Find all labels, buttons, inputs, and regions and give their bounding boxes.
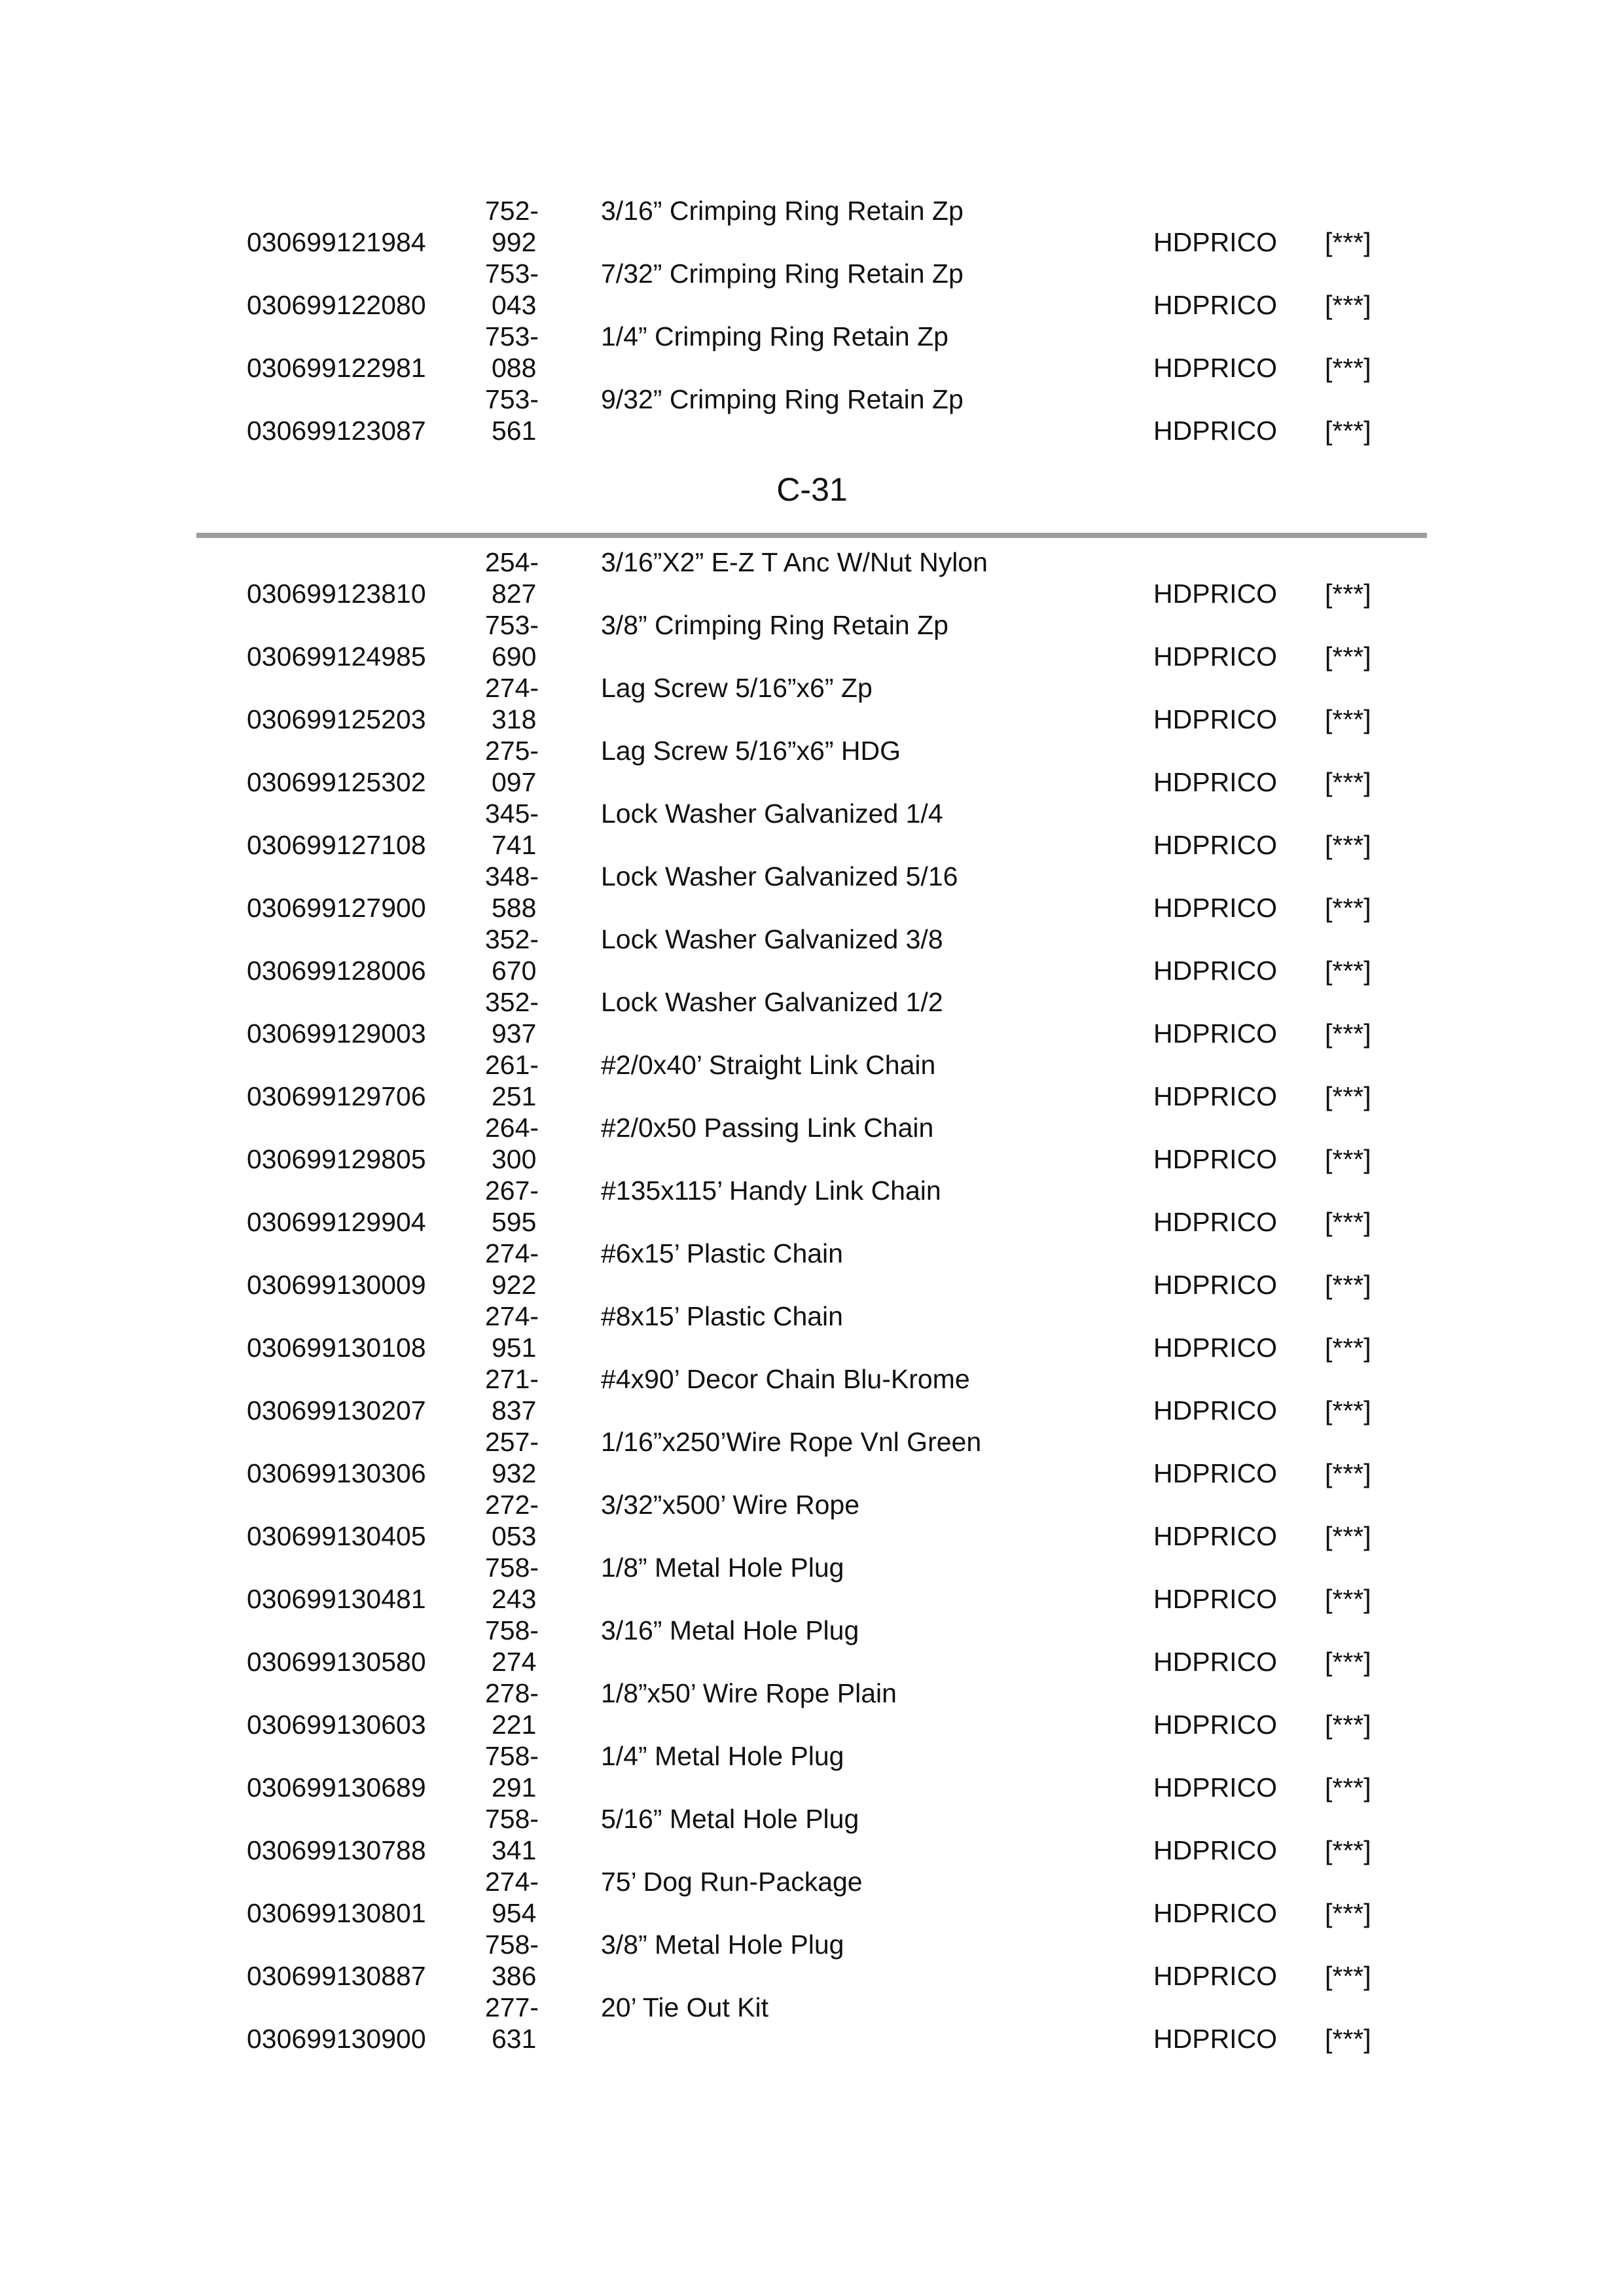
item-code-suffix: 690 — [492, 641, 537, 672]
item-vendor: HDPRICO — [1153, 1961, 1278, 1991]
item-code-suffix: 561 — [492, 416, 537, 446]
item-price: [***] — [1325, 1207, 1371, 1237]
top-item-table — [0, 195, 1624, 446]
item-vendor: HDPRICO — [1153, 767, 1278, 797]
item-sku: 030699127108 — [247, 830, 426, 860]
item-code-suffix: 274 — [492, 1647, 537, 1677]
item-description: 3/16” Crimping Ring Retain Zp — [601, 196, 964, 226]
item-description: 9/32” Crimping Ring Retain Zp — [601, 384, 964, 414]
item-price: [***] — [1325, 1584, 1371, 1614]
item-code-prefix: 753- — [485, 321, 539, 351]
item-price: [***] — [1325, 767, 1371, 797]
item-code-prefix: 758- — [485, 1552, 539, 1583]
item-code-prefix: 752- — [485, 196, 539, 226]
page-number: C-31 — [776, 471, 848, 508]
item-sku: 030699130788 — [247, 1835, 426, 1865]
item-sku: 030699121984 — [247, 227, 426, 257]
item-code-prefix: 753- — [485, 384, 539, 414]
item-price: [***] — [1325, 579, 1371, 609]
item-code-suffix: 588 — [492, 893, 537, 923]
item-vendor: HDPRICO — [1153, 1018, 1278, 1049]
item-price: [***] — [1325, 956, 1371, 986]
item-vendor: HDPRICO — [1153, 1207, 1278, 1237]
item-description: #2/0x50 Passing Link Chain — [601, 1113, 934, 1143]
item-code-suffix: 243 — [492, 1584, 537, 1614]
item-price: [***] — [1325, 1458, 1371, 1488]
item-vendor: HDPRICO — [1153, 1710, 1278, 1740]
item-price: [***] — [1325, 290, 1371, 320]
item-price: [***] — [1325, 1647, 1371, 1677]
item-sku: 030699130306 — [247, 1458, 426, 1488]
table-row — [0, 924, 1624, 986]
item-sku: 030699130481 — [247, 1584, 426, 1614]
table-row — [0, 861, 1624, 924]
item-sku: 030699125302 — [247, 767, 426, 797]
item-price: [***] — [1325, 1018, 1371, 1049]
item-price: [***] — [1325, 1898, 1371, 1928]
item-vendor: HDPRICO — [1153, 1772, 1278, 1803]
item-vendor: HDPRICO — [1153, 1584, 1278, 1614]
item-vendor: HDPRICO — [1153, 1270, 1278, 1300]
item-code-prefix: 278- — [485, 1678, 539, 1708]
item-description: 3/16”X2” E-Z T Anc W/Nut Nylon — [601, 547, 988, 577]
table-row — [0, 609, 1624, 672]
item-vendor: HDPRICO — [1153, 579, 1278, 609]
item-code-prefix: 348- — [485, 861, 539, 891]
item-sku: 030699129003 — [247, 1018, 426, 1049]
item-description: Lock Washer Galvanized 1/4 — [601, 798, 943, 829]
item-price: [***] — [1325, 1081, 1371, 1111]
page-divider — [196, 533, 1427, 538]
item-code-suffix: 595 — [492, 1207, 537, 1237]
item-code-suffix: 954 — [492, 1898, 537, 1928]
item-sku: 030699124985 — [247, 641, 426, 672]
table-row — [0, 195, 1624, 258]
item-vendor: HDPRICO — [1153, 1333, 1278, 1363]
table-row — [0, 547, 1624, 609]
item-sku: 030699130900 — [247, 2024, 426, 2054]
item-vendor: HDPRICO — [1153, 1898, 1278, 1928]
item-code-suffix: 053 — [492, 1521, 537, 1551]
item-description: 3/16” Metal Hole Plug — [601, 1615, 859, 1645]
item-sku: 030699122981 — [247, 353, 426, 383]
item-description: 20’ Tie Out Kit — [601, 1992, 768, 2022]
table-row — [0, 1049, 1624, 1112]
item-description: 1/16”x250’Wire Rope Vnl Green — [601, 1427, 982, 1457]
item-description: 1/4” Crimping Ring Retain Zp — [601, 321, 948, 351]
item-sku: 030699130689 — [247, 1772, 426, 1803]
item-vendor: HDPRICO — [1153, 1521, 1278, 1551]
item-code-prefix: 272- — [485, 1490, 539, 1520]
item-description: 3/8” Metal Hole Plug — [601, 1929, 844, 1960]
item-sku: 030699130108 — [247, 1333, 426, 1363]
item-code-suffix: 992 — [492, 227, 537, 257]
item-code-prefix: 758- — [485, 1929, 539, 1960]
table-row — [0, 1112, 1624, 1175]
item-code-prefix: 758- — [485, 1804, 539, 1834]
item-price: [***] — [1325, 1521, 1371, 1551]
bottom-item-table — [0, 547, 1624, 2054]
item-code-prefix: 758- — [485, 1615, 539, 1645]
item-vendor: HDPRICO — [1153, 416, 1278, 446]
item-price: [***] — [1325, 2024, 1371, 2054]
item-vendor: HDPRICO — [1153, 704, 1278, 734]
item-sku: 030699130009 — [247, 1270, 426, 1300]
item-code-suffix: 937 — [492, 1018, 537, 1049]
item-description: #6x15’ Plastic Chain — [601, 1238, 843, 1268]
item-vendor: HDPRICO — [1153, 641, 1278, 672]
table-row — [0, 735, 1624, 798]
item-description: 5/16” Metal Hole Plug — [601, 1804, 859, 1834]
item-vendor: HDPRICO — [1153, 290, 1278, 320]
item-price: [***] — [1325, 227, 1371, 257]
item-vendor: HDPRICO — [1153, 1647, 1278, 1677]
item-code-suffix: 631 — [492, 2024, 537, 2054]
item-sku: 030699122080 — [247, 290, 426, 320]
item-price: [***] — [1325, 1270, 1371, 1300]
item-price: [***] — [1325, 1961, 1371, 1991]
table-row — [0, 1175, 1624, 1238]
item-sku: 030699130603 — [247, 1710, 426, 1740]
item-code-prefix: 264- — [485, 1113, 539, 1143]
item-code-prefix: 274- — [485, 673, 539, 703]
item-code-prefix: 257- — [485, 1427, 539, 1457]
item-description: #4x90’ Decor Chain Blu-Krome — [601, 1364, 970, 1394]
item-price: [***] — [1325, 704, 1371, 734]
item-code-prefix: 345- — [485, 798, 539, 829]
item-code-suffix: 043 — [492, 290, 537, 320]
item-description: Lock Washer Galvanized 3/8 — [601, 924, 943, 954]
item-price: [***] — [1325, 830, 1371, 860]
item-price: [***] — [1325, 1395, 1371, 1426]
table-row — [0, 1803, 1624, 1866]
item-description: 1/4” Metal Hole Plug — [601, 1741, 844, 1771]
item-code-prefix: 275- — [485, 736, 539, 766]
item-code-suffix: 221 — [492, 1710, 537, 1740]
table-row — [0, 1992, 1624, 2054]
item-vendor: HDPRICO — [1153, 1395, 1278, 1426]
table-row — [0, 1677, 1624, 1740]
table-row — [0, 384, 1624, 446]
item-sku: 030699127900 — [247, 893, 426, 923]
table-row — [0, 1426, 1624, 1489]
table-row — [0, 1740, 1624, 1803]
item-code-suffix: 922 — [492, 1270, 537, 1300]
table-row — [0, 672, 1624, 735]
item-sku: 030699130405 — [247, 1521, 426, 1551]
table-row — [0, 1300, 1624, 1363]
item-description: Lag Screw 5/16”x6” Zp — [601, 673, 873, 703]
item-code-suffix: 097 — [492, 767, 537, 797]
item-sku: 030699130580 — [247, 1647, 426, 1677]
item-code-prefix: 261- — [485, 1050, 539, 1080]
item-vendor: HDPRICO — [1153, 1458, 1278, 1488]
item-code-prefix: 277- — [485, 1992, 539, 2022]
item-sku: 030699130887 — [247, 1961, 426, 1991]
item-code-suffix: 741 — [492, 830, 537, 860]
item-vendor: HDPRICO — [1153, 1835, 1278, 1865]
item-sku: 030699128006 — [247, 956, 426, 986]
item-description: 1/8”x50’ Wire Rope Plain — [601, 1678, 897, 1708]
item-code-suffix: 300 — [492, 1144, 537, 1174]
item-code-prefix: 267- — [485, 1175, 539, 1206]
item-description: 3/8” Crimping Ring Retain Zp — [601, 610, 948, 640]
item-price: [***] — [1325, 1835, 1371, 1865]
table-row — [0, 321, 1624, 384]
item-price: [***] — [1325, 893, 1371, 923]
item-code-prefix: 274- — [485, 1867, 539, 1897]
item-code-prefix: 274- — [485, 1238, 539, 1268]
item-sku: 030699123810 — [247, 579, 426, 609]
item-vendor: HDPRICO — [1153, 893, 1278, 923]
item-description: 3/32”x500’ Wire Rope — [601, 1490, 860, 1520]
item-description: #2/0x40’ Straight Link Chain — [601, 1050, 936, 1080]
table-row — [0, 1552, 1624, 1615]
item-description: 75’ Dog Run-Package — [601, 1867, 863, 1897]
item-price: [***] — [1325, 353, 1371, 383]
table-row — [0, 1489, 1624, 1552]
item-description: Lock Washer Galvanized 5/16 — [601, 861, 958, 891]
item-code-suffix: 341 — [492, 1835, 537, 1865]
item-code-suffix: 827 — [492, 579, 537, 609]
item-vendor: HDPRICO — [1153, 956, 1278, 986]
item-vendor: HDPRICO — [1153, 1144, 1278, 1174]
table-row — [0, 258, 1624, 321]
item-code-suffix: 837 — [492, 1395, 537, 1426]
item-sku: 030699130207 — [247, 1395, 426, 1426]
item-price: [***] — [1325, 416, 1371, 446]
item-code-suffix: 932 — [492, 1458, 537, 1488]
item-vendor: HDPRICO — [1153, 2024, 1278, 2054]
item-description: 7/32” Crimping Ring Retain Zp — [601, 259, 964, 289]
table-row — [0, 1363, 1624, 1426]
item-code-suffix: 386 — [492, 1961, 537, 1991]
item-price: [***] — [1325, 1772, 1371, 1803]
item-code-prefix: 352- — [485, 987, 539, 1017]
item-sku: 030699129706 — [247, 1081, 426, 1111]
item-description: #135x115’ Handy Link Chain — [601, 1175, 941, 1206]
item-code-suffix: 088 — [492, 353, 537, 383]
item-code-prefix: 758- — [485, 1741, 539, 1771]
item-code-suffix: 251 — [492, 1081, 537, 1111]
item-code-suffix: 951 — [492, 1333, 537, 1363]
item-price: [***] — [1325, 1710, 1371, 1740]
table-row — [0, 986, 1624, 1049]
item-vendor: HDPRICO — [1153, 830, 1278, 860]
item-price: [***] — [1325, 1144, 1371, 1174]
item-sku: 030699129904 — [247, 1207, 426, 1237]
table-row — [0, 1866, 1624, 1929]
item-code-prefix: 753- — [485, 259, 539, 289]
item-code-prefix: 254- — [485, 547, 539, 577]
table-row — [0, 1238, 1624, 1300]
item-sku: 030699129805 — [247, 1144, 426, 1174]
item-code-suffix: 291 — [492, 1772, 537, 1803]
item-code-prefix: 271- — [485, 1364, 539, 1394]
item-code-prefix: 352- — [485, 924, 539, 954]
item-vendor: HDPRICO — [1153, 1081, 1278, 1111]
item-price: [***] — [1325, 1333, 1371, 1363]
table-row — [0, 798, 1624, 861]
item-code-suffix: 670 — [492, 956, 537, 986]
item-code-prefix: 274- — [485, 1301, 539, 1331]
item-code-prefix: 753- — [485, 610, 539, 640]
item-sku: 030699125203 — [247, 704, 426, 734]
item-vendor: HDPRICO — [1153, 353, 1278, 383]
item-description: Lag Screw 5/16”x6” HDG — [601, 736, 901, 766]
item-sku: 030699130801 — [247, 1898, 426, 1928]
item-description: Lock Washer Galvanized 1/2 — [601, 987, 943, 1017]
item-description: #8x15’ Plastic Chain — [601, 1301, 843, 1331]
table-row — [0, 1615, 1624, 1677]
item-code-suffix: 318 — [492, 704, 537, 734]
item-price: [***] — [1325, 641, 1371, 672]
item-sku: 030699123087 — [247, 416, 426, 446]
table-row — [0, 1929, 1624, 1992]
item-vendor: HDPRICO — [1153, 227, 1278, 257]
item-description: 1/8” Metal Hole Plug — [601, 1552, 844, 1583]
